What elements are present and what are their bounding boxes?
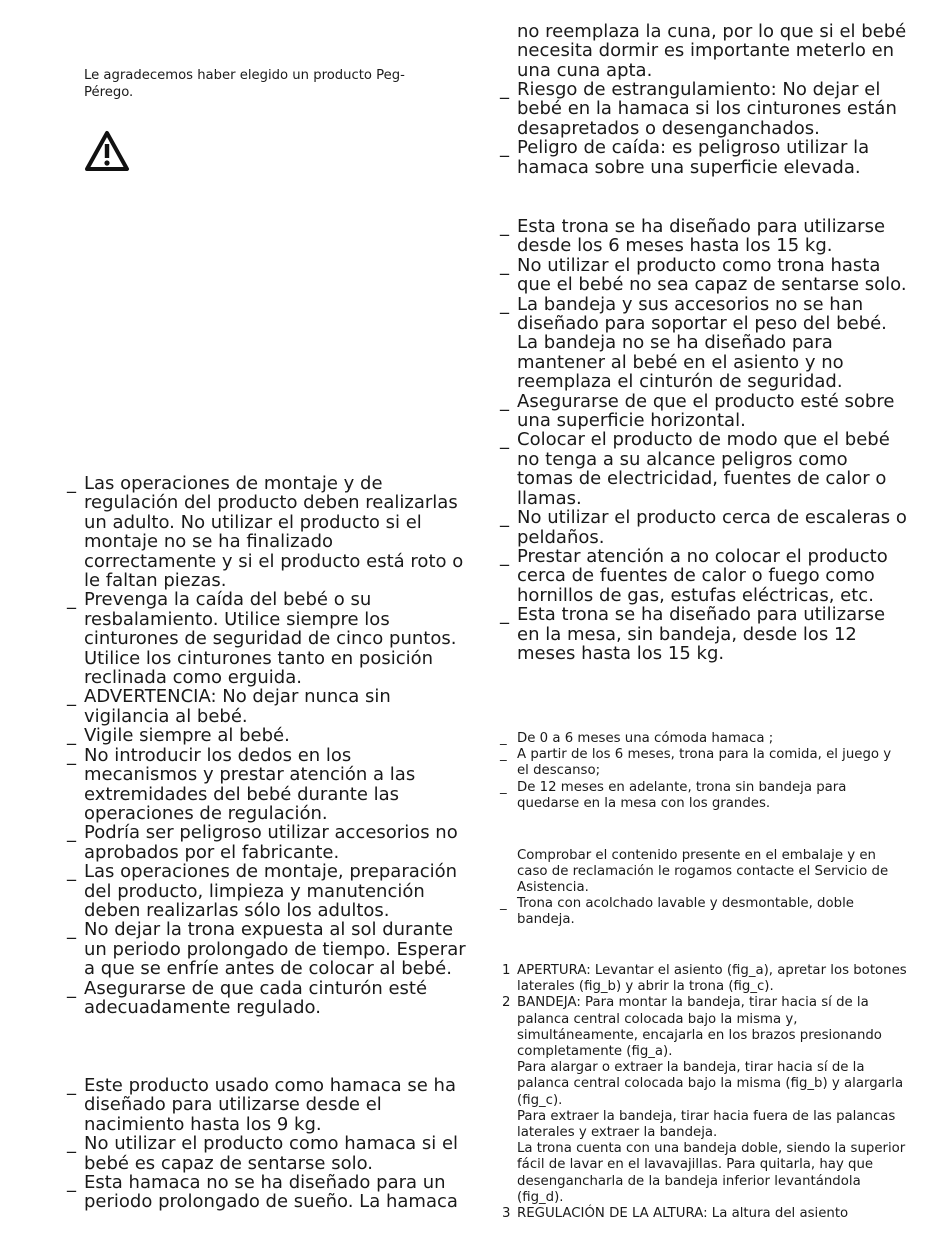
list-item-text: No utilizar el producto como trona hasta que el bebé no sea capaz de sentarse solo. — [517, 254, 907, 296]
list-item — [500, 780, 907, 812]
step-number: 3 — [502, 1206, 511, 1222]
list-item-text: Vigile siempre al bebé. — [84, 725, 290, 747]
bullet-marker: _ — [500, 390, 509, 412]
bullet-marker: _ — [500, 604, 509, 626]
bullet-marker: _ — [500, 896, 507, 911]
list-item-text: Esta trona se ha diseñado para utilizarse desde los 6 meses hasta los 15 kg. — [517, 216, 886, 257]
left-safety-list — [67, 474, 467, 1017]
list-item-text: Las operaciones de montaje y de regulación del producto deben realizarlas un adulto. No utilizar el producto si el montaje no se ha finalizado correctamente y si el producto está roto o le faltan piezas. — [84, 473, 464, 592]
list-item — [67, 590, 467, 687]
step-paragraph: Para alargar o extraer la bandeja, tirar hacia sí de la palanca central colocada bajo la misma (fig_b) y alargarla (fig_c). — [517, 1060, 904, 1108]
list-item-text: Asegurarse de que cada cinturón esté adecuadamente regulado. — [84, 977, 428, 1018]
list-item — [67, 1134, 467, 1173]
list-item-text: Este producto usado como hamaca se ha diseñado para utilizarse desde el nacimiento hasta los 9 kg. — [84, 1075, 456, 1135]
package-contents-list — [500, 896, 907, 928]
bullet-marker: _ — [67, 473, 76, 494]
list-item — [500, 747, 907, 779]
list-item — [67, 726, 467, 745]
list-item-text: No introducir los dedos en los mecanismos y prestar atención a las extremidades del bebé durante las operaciones de regulación. — [84, 744, 416, 824]
list-item — [67, 746, 467, 824]
list-item-text: De 0 a 6 meses una cómoda hamaca ; — [517, 731, 774, 746]
step-paragraph: REGULACIÓN DE LA ALTURA: La altura del asiento — [517, 1206, 849, 1222]
list-item-text: Prestar atención a no colocar el producto cerca de fuentes de calor o fuego como hornillos de gas, estufas eléctricas, etc. — [517, 545, 888, 606]
bullet-marker: _ — [500, 747, 507, 763]
bullet-marker: _ — [500, 731, 507, 746]
bullet-marker: _ — [500, 507, 509, 529]
bullet-marker: _ — [500, 216, 509, 237]
right-continuation-text: no reemplaza la cuna, por lo que si el bebé necesita dormir es importante meterlo en una cuna apta. — [517, 21, 907, 81]
step-paragraph: APERTURA: Levantar el asiento (fig_a), apretar los botones laterales (fig_b) y abrir la trona (fig_c). — [517, 963, 907, 995]
bullet-marker: _ — [67, 919, 76, 941]
list-item-text: ADVERTENCIA: No dejar nunca sin vigilancia al bebé. — [84, 686, 391, 727]
list-item-text: No utilizar el producto cerca de escaleras o peldaños. — [517, 507, 907, 548]
bullet-marker: _ — [67, 822, 76, 844]
step-item — [500, 963, 907, 995]
list-item — [500, 508, 907, 547]
list-item-text: Riesgo de estrangulamiento: No dejar el bebé en la hamaca si los cinturones están desapretados o desenganchados. — [517, 79, 897, 139]
list-item — [67, 862, 467, 920]
list-item — [500, 80, 907, 138]
step-paragraph: Para extraer la bandeja, tirar hacia fuera de las palancas laterales y extraer la bandeja. — [517, 1108, 896, 1141]
step-item — [500, 995, 907, 1206]
bullet-marker: _ — [500, 137, 509, 159]
bullet-marker: _ — [67, 589, 76, 611]
list-item — [500, 295, 907, 392]
list-item — [67, 1076, 467, 1134]
list-item — [67, 687, 467, 726]
bullet-marker: _ — [500, 79, 509, 100]
bullet-marker: _ — [500, 254, 509, 276]
list-item-text: La bandeja y sus accesorios no se han diseñado para soportar el peso del bebé. La bandeja no se ha diseñado para mantener al bebé en el asiento y no reemplaza el cinturón de seguridad. — [517, 293, 887, 393]
warning-triangle-icon — [84, 130, 130, 172]
list-item-text: Asegurarse de que el producto esté sobre una superficie horizontal. — [517, 390, 895, 432]
list-item — [500, 896, 907, 928]
list-item-text: Trona con acolchado lavable y desmontable, doble bandeja. — [517, 896, 854, 928]
bullet-marker: _ — [500, 545, 509, 567]
contents-paragraph: Comprobar el contenido presente en el embalaje y en caso de reclamación le rogamos contacte el Servicio de Asistencia. — [517, 848, 889, 896]
assembly-steps-list — [500, 963, 907, 1222]
list-item-text: No utilizar el producto como hamaca si el bebé es capaz de sentarse solo. — [84, 1133, 459, 1174]
list-item — [500, 392, 907, 431]
list-item-text: Las operaciones de montaje, preparación del producto, limpieza y manutención deben realizarlas sólo los adultos. — [84, 861, 458, 921]
list-item — [500, 138, 907, 177]
step-paragraph: BANDEJA: Para montar la bandeja, tirar hacia sí de la palanca central colocada bajo la misma y, simultáneamente, encajarla en los brazos presionando completamente (fig_a). — [517, 995, 882, 1060]
list-item — [67, 823, 467, 862]
right-hammock-risk-list — [500, 80, 907, 177]
list-item-text: Peligro de caída: es peligroso utilizar la hamaca sobre una superficie elevada. — [517, 137, 870, 178]
list-item-text: Podría ser peligroso utilizar accesorios no aprobados por el fabricante. — [84, 822, 458, 863]
list-item-text: Esta trona se ha diseñado para utilizarse en la mesa, sin bandeja, desde los 12 meses hasta los 15 kg. — [517, 604, 886, 664]
list-item-text: Prevenga la caída del bebé o su resbalamiento. Utilice siempre los cinturones de seguridad de cinco puntos. Utilice los cinturones tanto en posición reclinada como erguida. — [84, 589, 457, 689]
step-number: 2 — [502, 995, 511, 1011]
step-item — [500, 1206, 907, 1222]
list-item — [500, 430, 907, 508]
bullet-marker: _ — [500, 429, 509, 451]
intro-text: Le agradecemos haber elegido un producto Peg-Pérego. — [84, 68, 405, 100]
list-item — [67, 920, 467, 978]
list-item-text: A partir de los 6 meses, trona para la comida, el juego y el descanso; — [517, 747, 892, 779]
list-item-text: Esta hamaca no se ha diseñado para un periodo prolongado de sueño. La hamaca — [84, 1172, 458, 1213]
step-number: 1 — [502, 963, 511, 978]
bullet-marker: _ — [67, 725, 76, 747]
bullet-marker: _ — [67, 1172, 76, 1194]
bullet-marker: _ — [500, 779, 507, 795]
step-paragraph: La trona cuenta con una bandeja doble, siendo la superior fácil de lavar en el lavavajillas. Para quitarla, hay que desengancharla de la bandeja inferior levantándola (fig_d). — [517, 1141, 906, 1205]
list-item — [500, 731, 907, 747]
bullet-marker: _ — [67, 861, 76, 883]
list-item-text: Colocar el producto de modo que el bebé no tenga a su alcance peligros como tomas de electricidad, fuentes de calor o llamas. — [517, 429, 890, 509]
list-item — [500, 547, 907, 605]
bullet-marker: _ — [500, 293, 509, 315]
bullet-marker: _ — [67, 1133, 76, 1155]
right-highchair-list — [500, 217, 907, 663]
list-item-text: No dejar la trona expuesta al sol durante un periodo prolongado de tiempo. Esperar a que se enfríe antes de colocar al bebé. — [84, 919, 466, 980]
list-item — [67, 1173, 467, 1212]
list-item — [500, 217, 907, 256]
list-item-text: De 12 meses en adelante, trona sin bandeja para quedarse en la mesa con los grandes. — [517, 779, 847, 811]
bullet-marker: _ — [67, 744, 76, 766]
list-item — [67, 474, 467, 590]
bullet-marker: _ — [67, 977, 76, 999]
list-item — [67, 979, 467, 1018]
left-hammock-list — [67, 1076, 467, 1212]
list-item — [500, 605, 907, 663]
list-item — [500, 256, 907, 295]
age-usage-list — [500, 731, 907, 812]
bullet-marker: _ — [67, 1075, 76, 1096]
bullet-marker: _ — [67, 686, 76, 708]
